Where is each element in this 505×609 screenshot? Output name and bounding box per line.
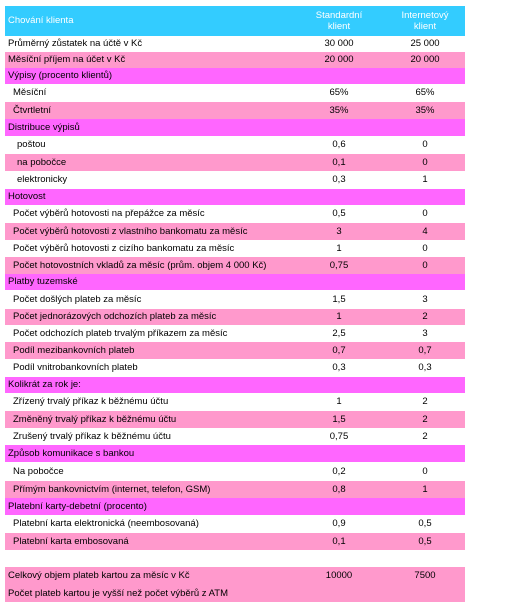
section-header-row [5,68,465,84]
row-label: Počet plateb kartou je vyšší než počet výběrů z ATM [8,587,229,599]
standard-client-value: 0,8 [332,483,346,495]
row-label: Distribuce výpisů [8,121,80,133]
internet-client-value: 1 [422,483,428,495]
internet-client-value: 3 [422,293,428,305]
table-row [5,52,465,68]
row-label: poštou [17,139,46,151]
internet-client-value: 3 [422,327,428,339]
internet-client-value: 35% [415,104,435,116]
standard-client-value: 35% [329,104,349,116]
standard-client-value: 0,6 [332,139,346,151]
row-label: Počet výběrů hotovosti na přepážce za měsíc [13,208,205,220]
internet-client-value: 0 [422,242,428,254]
table-row [5,342,465,359]
internet-client-value: 2 [422,413,428,425]
internet-client-value: 0 [422,465,428,477]
internet-client-value: 0 [422,156,428,168]
table-row [5,136,465,154]
row-label: Průměrný zůstatek na účtě v Kč [8,38,143,50]
table-body [5,36,465,602]
table-row [5,325,465,342]
row-label: Podíl mezibankovních plateb [13,344,135,356]
section-header-row [5,445,465,462]
row-label: Změněný trvalý příkaz k běžnému účtu [13,413,177,425]
row-label: Kolikrát za rok je: [8,379,81,391]
internet-client-value: 65% [415,87,435,99]
table-row [5,359,465,377]
row-label: Počet výběrů hotovosti z vlastního bankomatu za měsíc [13,225,248,237]
standard-client-value: 0,5 [332,208,346,220]
section-header-row [5,498,465,515]
row-label: Výpisy (procento klientů) [8,70,113,82]
section-header-row [5,119,465,136]
standard-client-value: 0,1 [332,156,346,168]
standard-client-value: 1,5 [332,413,346,425]
internet-client-value: 1 [422,174,428,186]
standard-client-value: 0,75 [329,259,349,271]
standard-client-value: 10000 [325,570,353,582]
table-row [5,36,465,52]
table-row [5,462,465,481]
row-label: Platební karty-debetní (procento) [8,500,147,512]
header-standard-client: Standardní klient [315,10,363,32]
section-header-row [5,274,465,290]
table-row [5,290,465,309]
internet-client-value: 25 000 [410,38,440,50]
standard-client-value: 0,2 [332,465,346,477]
table-row [5,515,465,533]
table-row [5,154,465,171]
table-row [5,393,465,411]
table-row [5,84,465,102]
row-label: Počet hotovostních vkladů za měsíc (prům. objem 4 000 Kč) [13,259,267,271]
standard-client-value: 30 000 [324,38,354,50]
row-label: Počet odchozích plateb trvalým příkazem za měsíc [13,327,228,339]
row-label: Počet jednorázových odchozích plateb za měsíc [13,311,217,323]
row-label: elektronicky [17,174,68,186]
internet-client-value: 2 [422,396,428,408]
header-internet-client: Internetový klient [401,10,449,32]
internet-client-value: 2 [422,311,428,323]
standard-client-value: 0,1 [332,535,346,547]
internet-client-value: 0,5 [418,535,432,547]
table-row [5,257,465,274]
row-label: Platby tuzemské [8,276,78,288]
internet-client-value: 4 [422,225,428,237]
row-label: Na pobočce [13,465,64,477]
internet-client-value: 0,7 [418,344,432,356]
standard-client-value: 0,7 [332,344,346,356]
standard-client-value: 1,5 [332,293,346,305]
row-label: Platební karta embosovaná [13,535,129,547]
row-label: Počet došlých plateb za měsíc [13,293,142,305]
table-row [5,567,465,585]
internet-client-value: 0 [422,259,428,271]
table-row [5,533,465,550]
row-label: Počet výběrů hotovosti z cizího bankomatu za měsíc [13,242,235,254]
row-label: Způsob komunikace s bankou [8,447,135,459]
section-header-row [5,377,465,393]
header-label: Chování klienta [8,15,74,26]
table-header [5,6,465,36]
standard-client-value: 0,9 [332,518,346,530]
table-row [5,309,465,325]
row-label: Hotovost [8,191,46,203]
internet-client-value: 0,3 [418,362,432,374]
table-row [5,223,465,240]
standard-client-value: 0,75 [329,430,349,442]
standard-client-value: 1 [336,396,342,408]
internet-client-value: 20 000 [410,54,440,66]
internet-client-value: 0 [422,208,428,220]
standard-client-value: 3 [336,225,342,237]
internet-client-value: 0 [422,139,428,151]
section-header-row [5,189,465,205]
row-label: Celkový objem plateb kartou za měsíc v Kč [8,570,190,582]
standard-client-value: 0,3 [332,174,346,186]
standard-client-value: 20 000 [324,54,354,66]
internet-client-value: 2 [422,430,428,442]
table-row [5,240,465,257]
table-row [5,205,465,223]
standard-client-value: 65% [329,87,349,99]
table-row [5,481,465,498]
table-row [5,550,465,567]
standard-client-value: 2,5 [332,327,346,339]
standard-client-value: 0,3 [332,362,346,374]
client-behavior-table [5,6,465,602]
row-label: Zrušený trvalý příkaz k běžnému účtu [13,430,171,442]
row-label: Zřízený trvalý příkaz k běžnému účtu [13,396,169,408]
row-label: Měsíční příjem na účet v Kč [8,54,126,66]
row-label: na pobočce [17,156,67,168]
table-row [5,585,465,602]
row-label: Měsíční [13,87,47,99]
table-row [5,411,465,428]
table-row [5,171,465,189]
standard-client-value: 1 [336,311,342,323]
row-label: Čtvrtletní [13,104,52,116]
internet-client-value: 0,5 [418,518,432,530]
standard-client-value: 1 [336,242,342,254]
row-label: Přímým bankovnictvím (internet, telefon, GSM) [13,483,211,495]
table-row [5,102,465,119]
table-row [5,428,465,445]
internet-client-value: 7500 [414,570,436,582]
row-label: Platební karta elektronická (neembosovaná) [13,518,199,530]
row-label: Podíl vnitrobankovních plateb [13,362,138,374]
